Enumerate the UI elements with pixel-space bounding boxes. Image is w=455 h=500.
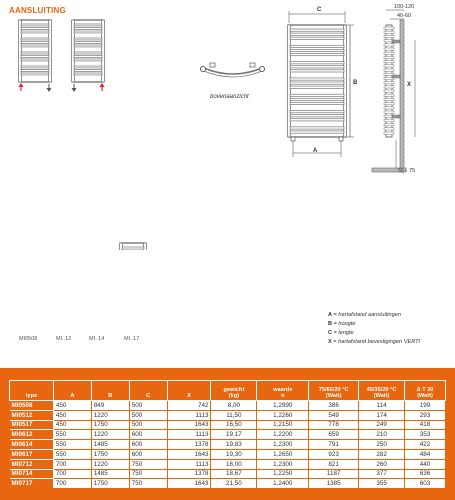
radiator-bar (290, 33, 344, 35)
top-view-drawing (200, 63, 264, 77)
radiator-bar (290, 94, 344, 96)
table-cell: 1485 (91, 440, 129, 450)
table-row (10, 420, 446, 430)
radiator-connection-right (72, 20, 105, 92)
table-row (10, 430, 446, 440)
radiator-bar (290, 45, 344, 47)
radiator-connection-left (19, 20, 52, 92)
model-size-drawings (19, 243, 147, 250)
radiator-bar (21, 73, 49, 75)
table-cell: 8,00 (211, 401, 257, 411)
table-row (10, 469, 446, 479)
table-cell: 1385 (309, 479, 359, 489)
table-row (10, 459, 446, 469)
dim-a-label: A (313, 148, 318, 154)
radiator-bar (74, 28, 102, 30)
table-cell: 174 (359, 410, 405, 420)
table-row (10, 440, 446, 450)
table-cell: 1750 (91, 449, 129, 459)
table-row (10, 401, 446, 411)
radiator-bar (290, 29, 344, 31)
row-type-cell: MI0517 (10, 420, 54, 430)
table-header-row (10, 381, 446, 401)
table-cell: 700 (53, 459, 91, 469)
radiator-bar (290, 53, 344, 55)
column-header: X (167, 381, 211, 401)
radiator-bar (21, 56, 49, 58)
table-cell: 750 (129, 479, 167, 489)
front-dimension-drawing (288, 11, 358, 157)
table-cell: 19,17 (211, 430, 257, 440)
row-type-cell: MI0512 (10, 410, 54, 420)
table-cell: 923 (309, 449, 359, 459)
dim-floor-gap: 55 - 75 (398, 168, 416, 174)
table-cell: 778 (309, 420, 359, 430)
radiator-bar (21, 24, 49, 26)
column-header: 75/65/20 °C (Watt) (309, 381, 359, 401)
dim-depth-top1: 100-120 (394, 4, 415, 10)
table-cell: 750 (129, 459, 167, 469)
column-header: gewicht (kg) (211, 381, 257, 401)
table-cell: 18,67 (211, 469, 257, 479)
column-header: C (129, 381, 167, 401)
column-header: type (10, 381, 54, 401)
wall-bracket (392, 40, 400, 43)
row-type-cell: MI0614 (10, 440, 54, 450)
table-cell: 1,2300 (257, 459, 309, 469)
row-type-cell: MI0508 (10, 401, 54, 411)
dim-b-label: B (353, 80, 358, 86)
table-row (10, 479, 446, 489)
radiator-bar (290, 86, 344, 88)
table-cell: 418 (405, 420, 446, 430)
table-cell: 636 (405, 469, 446, 479)
side-view-drawing (372, 10, 415, 174)
dimension-legend (328, 311, 420, 347)
table-cell: 19,30 (211, 449, 257, 459)
table-cell: 550 (53, 430, 91, 440)
table-cell: 484 (405, 449, 446, 459)
radiator-bar (290, 98, 344, 100)
table-cell: 742 (167, 401, 211, 411)
table-cell: 260 (359, 459, 405, 469)
radiator-bar (74, 42, 102, 44)
table-cell: 600 (129, 440, 167, 450)
table-cell: 210 (359, 430, 405, 440)
table-cell: 1220 (91, 410, 129, 420)
legend-item: X = hartafstand bevestigingen VERTI (328, 339, 421, 345)
table-cell: 293 (405, 410, 446, 420)
radiator-bar (74, 38, 102, 40)
table-cell: 700 (53, 479, 91, 489)
radiator-bar (290, 70, 344, 72)
table-cell: 1113 (167, 410, 211, 420)
radiator-bar (21, 66, 49, 68)
radiator-bar (74, 24, 102, 26)
top-view-caption: bovenaanzicht (210, 94, 249, 100)
table-cell: 353 (405, 430, 446, 440)
radiator-bar (74, 66, 102, 68)
table-cell: 1643 (167, 449, 211, 459)
radiator-bar (290, 127, 344, 129)
row-type-cell: MI0617 (10, 449, 54, 459)
table-cell: 549 (309, 410, 359, 420)
table-cell: 282 (359, 449, 405, 459)
radiator-bar (74, 73, 102, 75)
table-cell: 355 (359, 479, 405, 489)
table-cell: 1,2260 (257, 410, 309, 420)
row-type-cell: MI0714 (10, 469, 54, 479)
radiator-bar (290, 115, 344, 117)
wall-bracket (392, 115, 400, 118)
table-cell: 821 (309, 459, 359, 469)
table-cell: 250 (359, 440, 405, 450)
table-cell: 750 (129, 469, 167, 479)
radiator-bar (290, 78, 344, 80)
radiator-bar (74, 52, 102, 54)
radiator-bar (21, 70, 49, 72)
table-cell: 1643 (167, 479, 211, 489)
table-cell: 422 (405, 440, 446, 450)
table-cell: 659 (309, 430, 359, 440)
table-cell: 700 (53, 469, 91, 479)
table-cell: 603 (405, 479, 446, 489)
table-row (10, 410, 446, 420)
model-label-2: MI..12 (56, 336, 72, 342)
table-cell: 550 (53, 449, 91, 459)
dim-c-label: C (317, 7, 322, 13)
row-type-cell: MI0717 (10, 479, 54, 489)
radiator-bar (74, 45, 102, 47)
column-header: A (53, 381, 91, 401)
row-type-cell: MI0712 (10, 459, 54, 469)
table-cell: 500 (129, 410, 167, 420)
radiator-bar (290, 119, 344, 121)
legend-item: C = lengte (328, 330, 354, 336)
table-cell: 249 (359, 420, 405, 430)
radiator-bar (21, 52, 49, 54)
table-cell: 1,2400 (257, 479, 309, 489)
table-cell: 1750 (91, 479, 129, 489)
table-cell: 440 (405, 459, 446, 469)
table-cell: 600 (129, 430, 167, 440)
radiator-bar (290, 111, 344, 113)
table-cell: 849 (91, 401, 129, 411)
model-label-3: MI..14 (89, 336, 105, 342)
specification-table (9, 380, 446, 489)
radiator-bar (21, 31, 49, 33)
radiator-bar (74, 70, 102, 72)
table-cell: 1485 (91, 469, 129, 479)
model-label-4: MI..17 (124, 336, 140, 342)
dim-x-label: X (407, 82, 412, 88)
table-cell: 1220 (91, 459, 129, 469)
radiator-bar (122, 247, 144, 249)
table-cell: 500 (129, 401, 167, 411)
table-cell: 21,50 (211, 479, 257, 489)
table-cell: 386 (309, 401, 359, 411)
table-cell: 1,2650 (257, 449, 309, 459)
table-cell: 1643 (167, 420, 211, 430)
column-header: 45/35/20 °C (Watt) (359, 381, 405, 401)
radiator-bar (290, 49, 344, 51)
column-header: waarde n (257, 381, 309, 401)
radiator-bar (21, 28, 49, 30)
table-cell: 1187 (309, 469, 359, 479)
radiator-bar (21, 42, 49, 44)
wall-bracket (392, 75, 400, 78)
table-cell: 600 (129, 449, 167, 459)
table-cell: 1378 (167, 440, 211, 450)
table-cell: 1113 (167, 430, 211, 440)
column-header: B (91, 381, 129, 401)
table-cell: 1,2300 (257, 440, 309, 450)
radiator-bar (290, 131, 344, 133)
table-cell: 16,50 (211, 420, 257, 430)
radiator-bar (290, 62, 344, 64)
section-title: AANSLUITING (9, 6, 66, 15)
table-cell: 1,2250 (257, 469, 309, 479)
radiator-bar (74, 59, 102, 61)
table-cell: 1113 (167, 459, 211, 469)
table-cell: 11,50 (211, 410, 257, 420)
table-cell: 114 (359, 401, 405, 411)
radiator-bar (21, 59, 49, 61)
row-type-cell: MI0612 (10, 430, 54, 440)
table-cell: 1220 (91, 430, 129, 440)
table-cell: 377 (359, 469, 405, 479)
legend-item: A = hartafstand aansluitingen (328, 312, 401, 318)
table-cell: 1750 (91, 420, 129, 430)
table-cell: 16,00 (211, 459, 257, 469)
table-cell: 1,2990 (257, 401, 309, 411)
radiator-bar (290, 82, 344, 84)
radiator-bar (74, 56, 102, 58)
table-cell: 450 (53, 401, 91, 411)
table-cell: 791 (309, 440, 359, 450)
legend-item: B = hoogte (328, 321, 356, 327)
radiator-bar (74, 31, 102, 33)
model-label-1: MI0508 (19, 336, 38, 342)
table-cell: 19,83 (211, 440, 257, 450)
radiator-bar (290, 102, 344, 104)
radiator-bar (21, 38, 49, 40)
table-cell: 1,2200 (257, 430, 309, 440)
table-cell: 450 (53, 420, 91, 430)
dim-depth-top2: 40-60 (397, 13, 412, 19)
radiator-bar (290, 37, 344, 39)
table-cell: 199 (405, 401, 446, 411)
table-cell: 1,2150 (257, 420, 309, 430)
table-cell: 1378 (167, 469, 211, 479)
radiator-bar (21, 45, 49, 47)
column-header: Δ T 30 (Watt) (405, 381, 446, 401)
table-cell: 550 (53, 440, 91, 450)
table-row (10, 449, 446, 459)
radiator-bar (290, 66, 344, 68)
table-cell: 500 (129, 420, 167, 430)
table-cell: 450 (53, 410, 91, 420)
